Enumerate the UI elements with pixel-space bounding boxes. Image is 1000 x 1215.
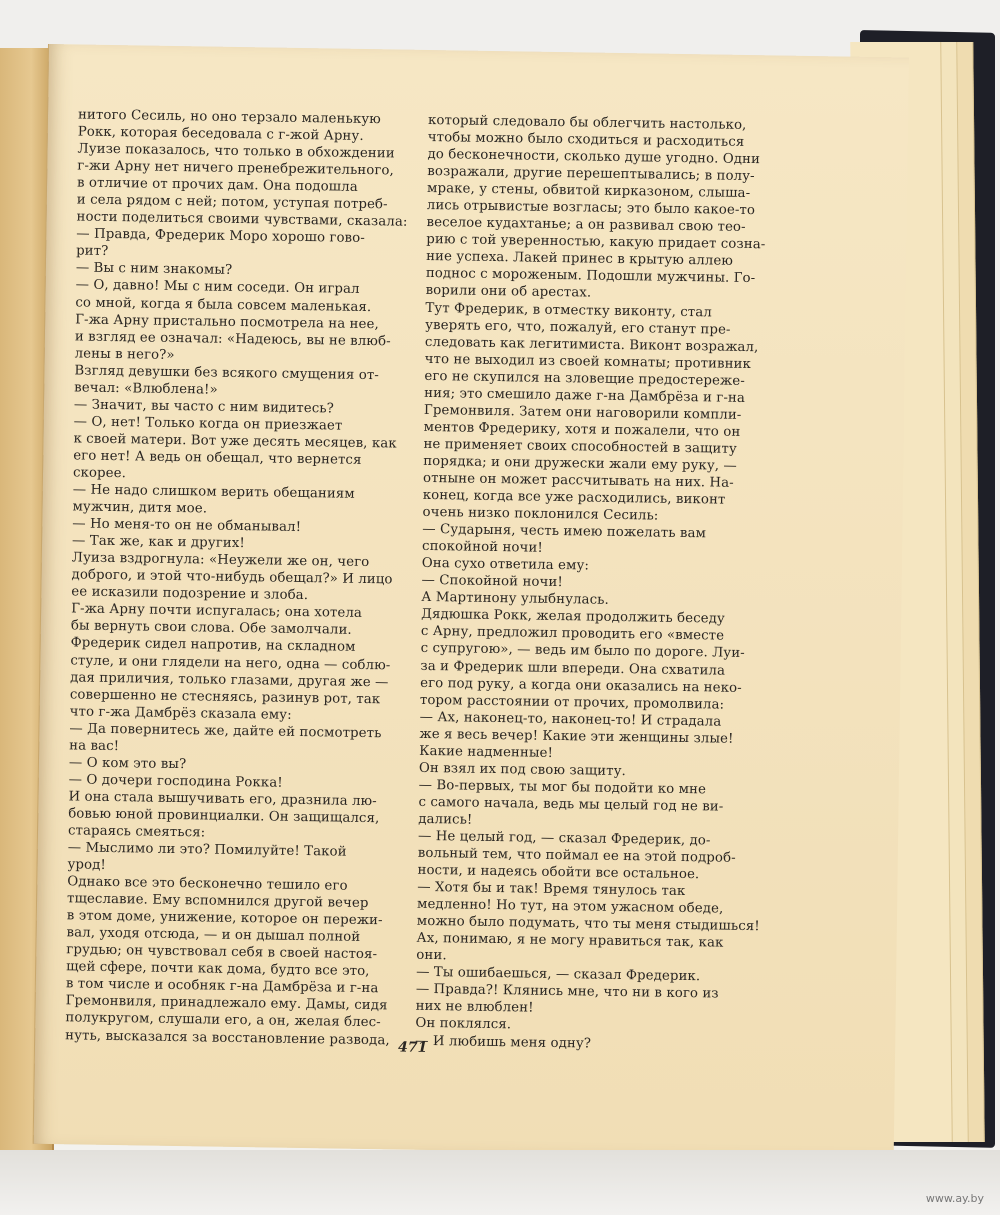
text-line: — Так же, как и других! xyxy=(71,533,245,552)
text-line: лись отрывистые возгласы; это было какое-то xyxy=(426,198,756,219)
text-line: совершенно не стесняясь, разинув рот, так xyxy=(69,686,381,707)
text-line: к своей матери. Вот уже десять месяцев, как xyxy=(73,431,397,452)
text-line: Он взял их под свою защиту. xyxy=(418,760,626,779)
text-line: с самого начала, ведь мы целый год не ви- xyxy=(418,794,724,815)
text-line: — О дочери господина Рокка! xyxy=(68,772,283,791)
text-line: Она сухо ответила ему: xyxy=(421,556,590,574)
text-column-right xyxy=(415,112,784,1055)
text-line: конец, когда все уже расходились, виконт xyxy=(422,487,726,508)
text-line: что не выходил из своей комнаты; противник xyxy=(424,351,752,372)
text-line: А Мартинону улыбнулась. xyxy=(421,590,609,609)
text-line: веселое кудахтанье; а он развивал свою тео- xyxy=(426,215,746,236)
text-line: щей сфере, почти как дома, будто все это, xyxy=(66,959,370,980)
text-line: мраке, у стены, обвитой кирказоном, слыша- xyxy=(426,181,751,202)
text-line: бы вернуть свои слова. Обе замолчали. xyxy=(70,618,352,639)
text-line: нитого Сесиль, но оно терзало маленькую xyxy=(77,107,381,128)
text-line: — Спокойной ночи! xyxy=(421,573,563,591)
text-line: доброго, и этой что-нибудь обещал?» И лицо xyxy=(71,567,393,588)
text-line: ее исказили подозрение и злоба. xyxy=(71,584,309,604)
text-line: Гремонвиля, принадлежало ему. Дамы, сидя xyxy=(65,993,388,1014)
table-surface xyxy=(0,1150,1000,1215)
text-line: что г-жа Дамбрёз сказала ему: xyxy=(69,703,292,723)
text-line: на вас! xyxy=(69,738,120,754)
text-line: и взгляд ее означал: «Надеюсь, вы не влюб- xyxy=(74,329,391,349)
text-line: — Мыслимо ли это? Помилуйте! Такой xyxy=(67,840,347,860)
text-line: уверять его, что, пожалуй, его станут пре- xyxy=(425,317,731,338)
text-line: — Ах, наконец-то, наконец-то! И страдала xyxy=(419,709,722,730)
text-line: грудью; он чувствовал себя в своей настоя- xyxy=(66,942,378,963)
text-line: в этом доме, унижение, которое он пережи- xyxy=(66,908,383,929)
text-line: мужчин, дитя мое. xyxy=(72,499,208,517)
text-line: скорее. xyxy=(72,465,127,482)
text-line: дались! xyxy=(418,811,473,828)
text-line: ности, и надеясь обойти все остальное. xyxy=(417,862,700,883)
text-line: — Но меня-то он не обманывал! xyxy=(72,516,302,536)
text-line: — Вы с ним знакомы? xyxy=(75,260,233,279)
text-line: — И любишь меня одну? xyxy=(415,1033,592,1052)
text-line: бовью юной провинциалки. Он защищался, xyxy=(68,806,380,827)
text-line: Луизе показалось, что только в обхождении xyxy=(77,141,395,162)
text-line: Г-жа Арну пристально посмотрела на нее, xyxy=(75,311,379,332)
text-line: них не влюблен! xyxy=(415,999,534,1017)
text-line: — Во-первых, ты мог бы подойти ко мне xyxy=(418,777,707,798)
text-line: со мной, когда я была совсем маленькая. xyxy=(75,294,372,315)
text-line: — Да повернитесь же, дайте ей посмотреть xyxy=(69,721,382,741)
text-line: который следовало бы облегчить настолько, xyxy=(427,112,747,133)
text-line: — Ты ошибаешься, — сказал Фредерик. xyxy=(416,965,701,985)
text-line: за и Фредерик шли впереди. Она схватила xyxy=(420,658,726,679)
text-line: Ах, понимаю, я не могу нравиться так, как xyxy=(416,931,724,951)
text-line: Фредерик сидел напротив, на складном xyxy=(70,635,356,656)
text-line: до бесконечности, сколько душе угодно. Одни xyxy=(427,147,761,168)
text-line: в отличие от прочих дам. Она подошла xyxy=(76,175,358,196)
text-line: ния; это смешило даже г-на Дамбрёза и г-на xyxy=(424,385,746,406)
text-line: и села рядом с ней; потом, уступая потреб- xyxy=(76,192,388,213)
text-line: Луиза вздрогнула: «Неужели же он, чего xyxy=(71,550,370,571)
text-line: — Правда, Фредерик Моро хорошо гово- xyxy=(76,226,366,247)
text-line: в том числе и особняк г-на Дамбрёза и г-на xyxy=(65,976,379,997)
text-line: Гремонвиля. Затем они наговорили компли- xyxy=(423,402,742,423)
text-line: рию с той уверенностью, какую придает созна- xyxy=(426,232,766,253)
text-line: тщеславие. Ему вспомнился другой вечер xyxy=(66,891,369,912)
watermark: www.ay.by xyxy=(925,1192,984,1205)
text-line: возражали, другие перешептывались; в полу- xyxy=(427,164,755,185)
text-line: тором расстоянии от прочих, промолвила: xyxy=(419,692,725,713)
text-line: ворили они об арестах. xyxy=(425,283,592,302)
text-line: рит? xyxy=(76,243,109,260)
text-line: лены в него?» xyxy=(74,346,175,363)
text-line: ние успеха. Лакей принес в крытую аллею xyxy=(426,249,734,270)
text-line: — Сударыня, честь имею пожелать вам xyxy=(422,522,707,542)
text-line: вольный тем, что поймал ее на этой подроб- xyxy=(417,845,736,866)
text-line: его нет! А ведь он обещал, что вернется xyxy=(73,448,362,468)
text-line: — Хотя бы и так! Время тянулось так xyxy=(417,879,686,900)
book-page xyxy=(33,44,909,1157)
text-line: Дядюшка Рокк, желая продолжить беседу xyxy=(421,607,725,627)
text-column-left xyxy=(65,106,424,1049)
text-line: порядка; и они дружески жали ему руку, — xyxy=(423,453,737,474)
text-line: вал, уходя отсюда, — и он дышал полной xyxy=(66,925,361,946)
text-line: чтобы можно было сходиться и расходиться xyxy=(427,130,745,150)
text-line: не применяет своих способностей в защиту xyxy=(423,436,737,457)
text-line: его под руку, а когда они оказались на неко- xyxy=(420,675,742,696)
text-line: Однако все это бесконечно тешило его xyxy=(67,874,348,894)
text-line: — Правда?! Клянись мне, что ни в кого из xyxy=(415,982,719,1002)
text-line: отныне он может рассчитывать на них. На- xyxy=(422,470,734,491)
text-line: Рокк, которая беседовала с г-жой Арну. xyxy=(77,124,364,145)
text-line: — О, давно! Мы с ним соседи. Он играл xyxy=(75,277,360,298)
text-line: с Арну, предложил проводить его «вместе xyxy=(420,624,725,645)
text-line: Какие надменные! xyxy=(419,743,554,761)
text-line: стараясь смеяться: xyxy=(67,823,206,841)
text-line: Тут Фредерик, в отместку виконту, стал xyxy=(425,300,712,320)
text-line: — О, нет! Только когда он приезжает xyxy=(73,414,343,434)
text-line: можно было подумать, что ты меня стыдишься! xyxy=(416,913,760,935)
text-line: поднос с мороженым. Подошли мужчины. Го- xyxy=(425,266,756,287)
text-line: И она стала вышучивать его, дразнила лю- xyxy=(68,789,377,810)
text-line: — Значит, вы часто с ним видитесь? xyxy=(73,397,334,417)
text-line: медленно! Но тут, на этом ужасном обеде, xyxy=(416,896,724,917)
text-line: очень низко поклонился Сесиль: xyxy=(422,504,659,524)
text-line: Г-жа Арну почти испугалась; она хотела xyxy=(71,601,363,622)
text-line: ментов Фредерику, хотя и пожалели, что он xyxy=(423,419,741,440)
text-line: следовать как легитимиста. Виконт возражал, xyxy=(424,334,759,355)
text-line: его не скупился на зловещие предостереже- xyxy=(424,368,745,389)
text-line: полукругом, слушали его, а он, желая блес- xyxy=(65,1010,381,1031)
text-line: урод! xyxy=(67,857,107,873)
text-line: нуть, высказался за восстановление развода, xyxy=(65,1027,390,1048)
text-line: Он поклялся. xyxy=(415,1016,512,1033)
text-line: Взгляд девушки без всякого смущения от- xyxy=(74,363,380,383)
text-line: ности поделиться своими чувствами, сказала: xyxy=(76,209,408,230)
text-line: г-жи Арну нет ничего пренебрежительного, xyxy=(77,158,395,179)
text-line: спокойной ночи! xyxy=(421,539,543,556)
page-number: 471 xyxy=(397,1039,428,1056)
text-line: вечал: «Влюблена!» xyxy=(74,380,218,398)
text-line: они. xyxy=(416,948,447,964)
text-line: же я весь вечер! Какие эти женщины злые! xyxy=(419,726,734,747)
text-line: дая приличия, только глазами, другая же — xyxy=(70,669,389,690)
text-line: с супругою», — ведь им было по дороге. Луи- xyxy=(420,641,745,662)
text-line: стуле, и они глядели на него, одна — соблю- xyxy=(70,652,391,673)
text-line: — О ком это вы? xyxy=(68,755,187,772)
text-line: — Не целый год, — сказал Фредерик, до- xyxy=(417,828,711,849)
text-line: — Не надо слишком верить обещаниям xyxy=(72,482,355,502)
